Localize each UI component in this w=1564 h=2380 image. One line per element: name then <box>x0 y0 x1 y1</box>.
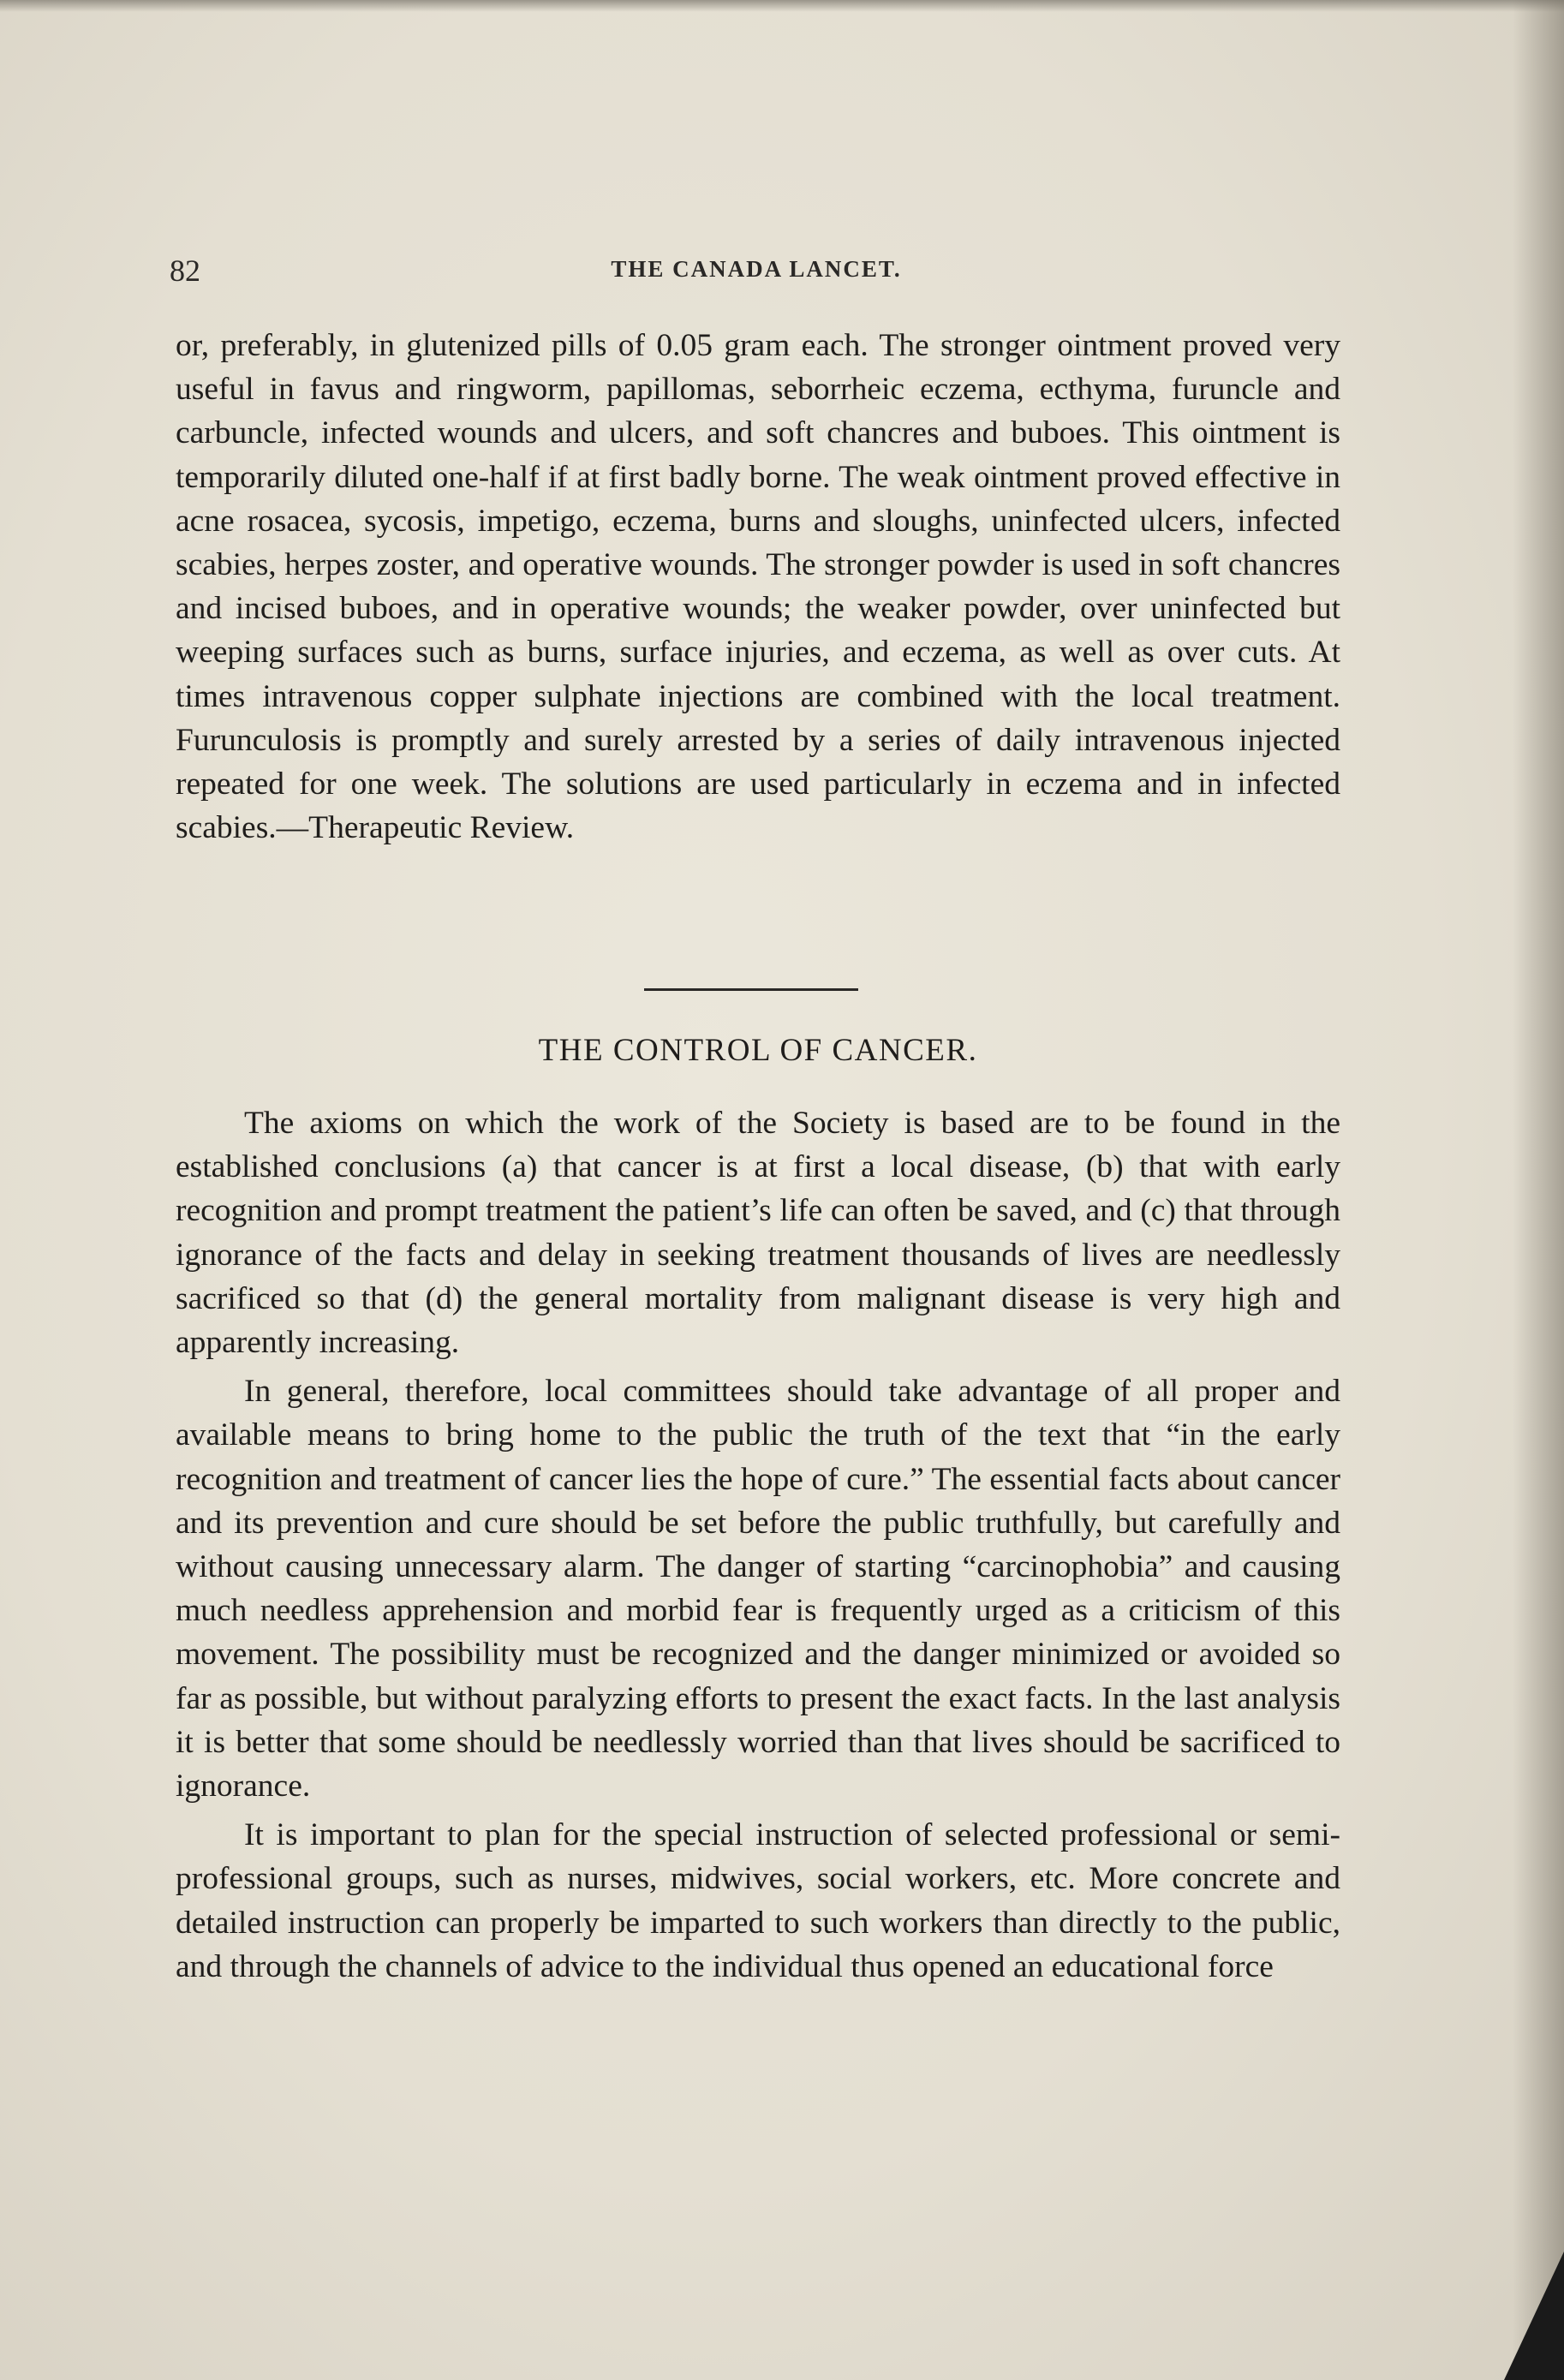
section-divider-rule <box>644 988 858 991</box>
journal-title: THE CANADA LANCET. <box>611 256 902 282</box>
article-paragraph-2: In general, therefore, local committees should take advantage of all proper and available means to bring home to the public the truth of the text that “in the early recognition and treatment of cancer lies the hope of cure.” The essential facts about cancer and its prevention and cure should be set before the public truthfully, but carefully and without causing unnecessary alarm. The danger of starting “carcinophobia” and causing much needless apprehension and morbid fear is frequently urged as a criticism of this movement. The possibility must be recognized and the danger minimized or avoided so far as possible, but without paralyzing efforts to present the exact facts. In the last analysis it is better that some should be needlessly worried than that lives should be sacrificed to ignorance. <box>176 1374 1340 1804</box>
article-body <box>176 1101 1340 1994</box>
article-paragraph-1: The axioms on which the work of the Society is based are to be found in the established conclusions (a) that cancer is at first a local disease, (b) that with early recognition and prompt treatment the patient’s life can often be saved, and (c) that through ignorance of the facts and delay in seeking treatment thousands of lives are needlessly sacrificed so that (d) the general mortality from malignant disease is very high and apparently increasing. <box>176 1106 1340 1361</box>
article-paragraph-3: It is important to plan for the special instruction of selected professional or semi-professional groups, such as nurses, midwives, social workers, etc. More concrete and detailed instruction can properly be imparted to such workers than directly to the public, and through the channels of advice to the individual thus opened an educational force <box>176 1817 1340 1984</box>
page-gutter-shadow <box>1513 0 1564 2380</box>
page-top-shadow <box>0 0 1564 12</box>
continued-paragraph-block <box>176 324 1340 850</box>
running-head <box>170 253 1343 295</box>
continued-paragraph: or, preferably, in glutenized pills of 0.05 gram each. The stronger ointment proved very useful in favus and ringworm, papillomas, seborrheic eczema, ecthyma, furuncle and carbuncle, infected wounds and ulcers, and soft chancres and buboes. This ointment is temporarily diluted one-half if at first badly borne. The weak ointment proved effective in acne rosacea, sycosis, impetigo, eczema, burns and sloughs, uninfected ulcers, infected scabies, herpes zoster, and operative wounds. The stronger powder is used in soft chancres and incised buboes, and in operative wounds; the weaker powder, over uninfected but weeping surfaces such as burns, surface injuries, and eczema, as well as over cuts. At times intravenous copper sulphate injections are combined with the local treatment. Furunculosis is promptly and surely arrested by a series of daily intravenous injected repeated for one week. The solutions are used particularly in eczema and in infected scabies.—Therapeutic Review. <box>176 328 1340 846</box>
page-number: 82 <box>170 254 200 288</box>
article-title: THE CONTROL OF CANCER. <box>538 1033 978 1068</box>
corner-tab-mark <box>1504 2252 1564 2380</box>
